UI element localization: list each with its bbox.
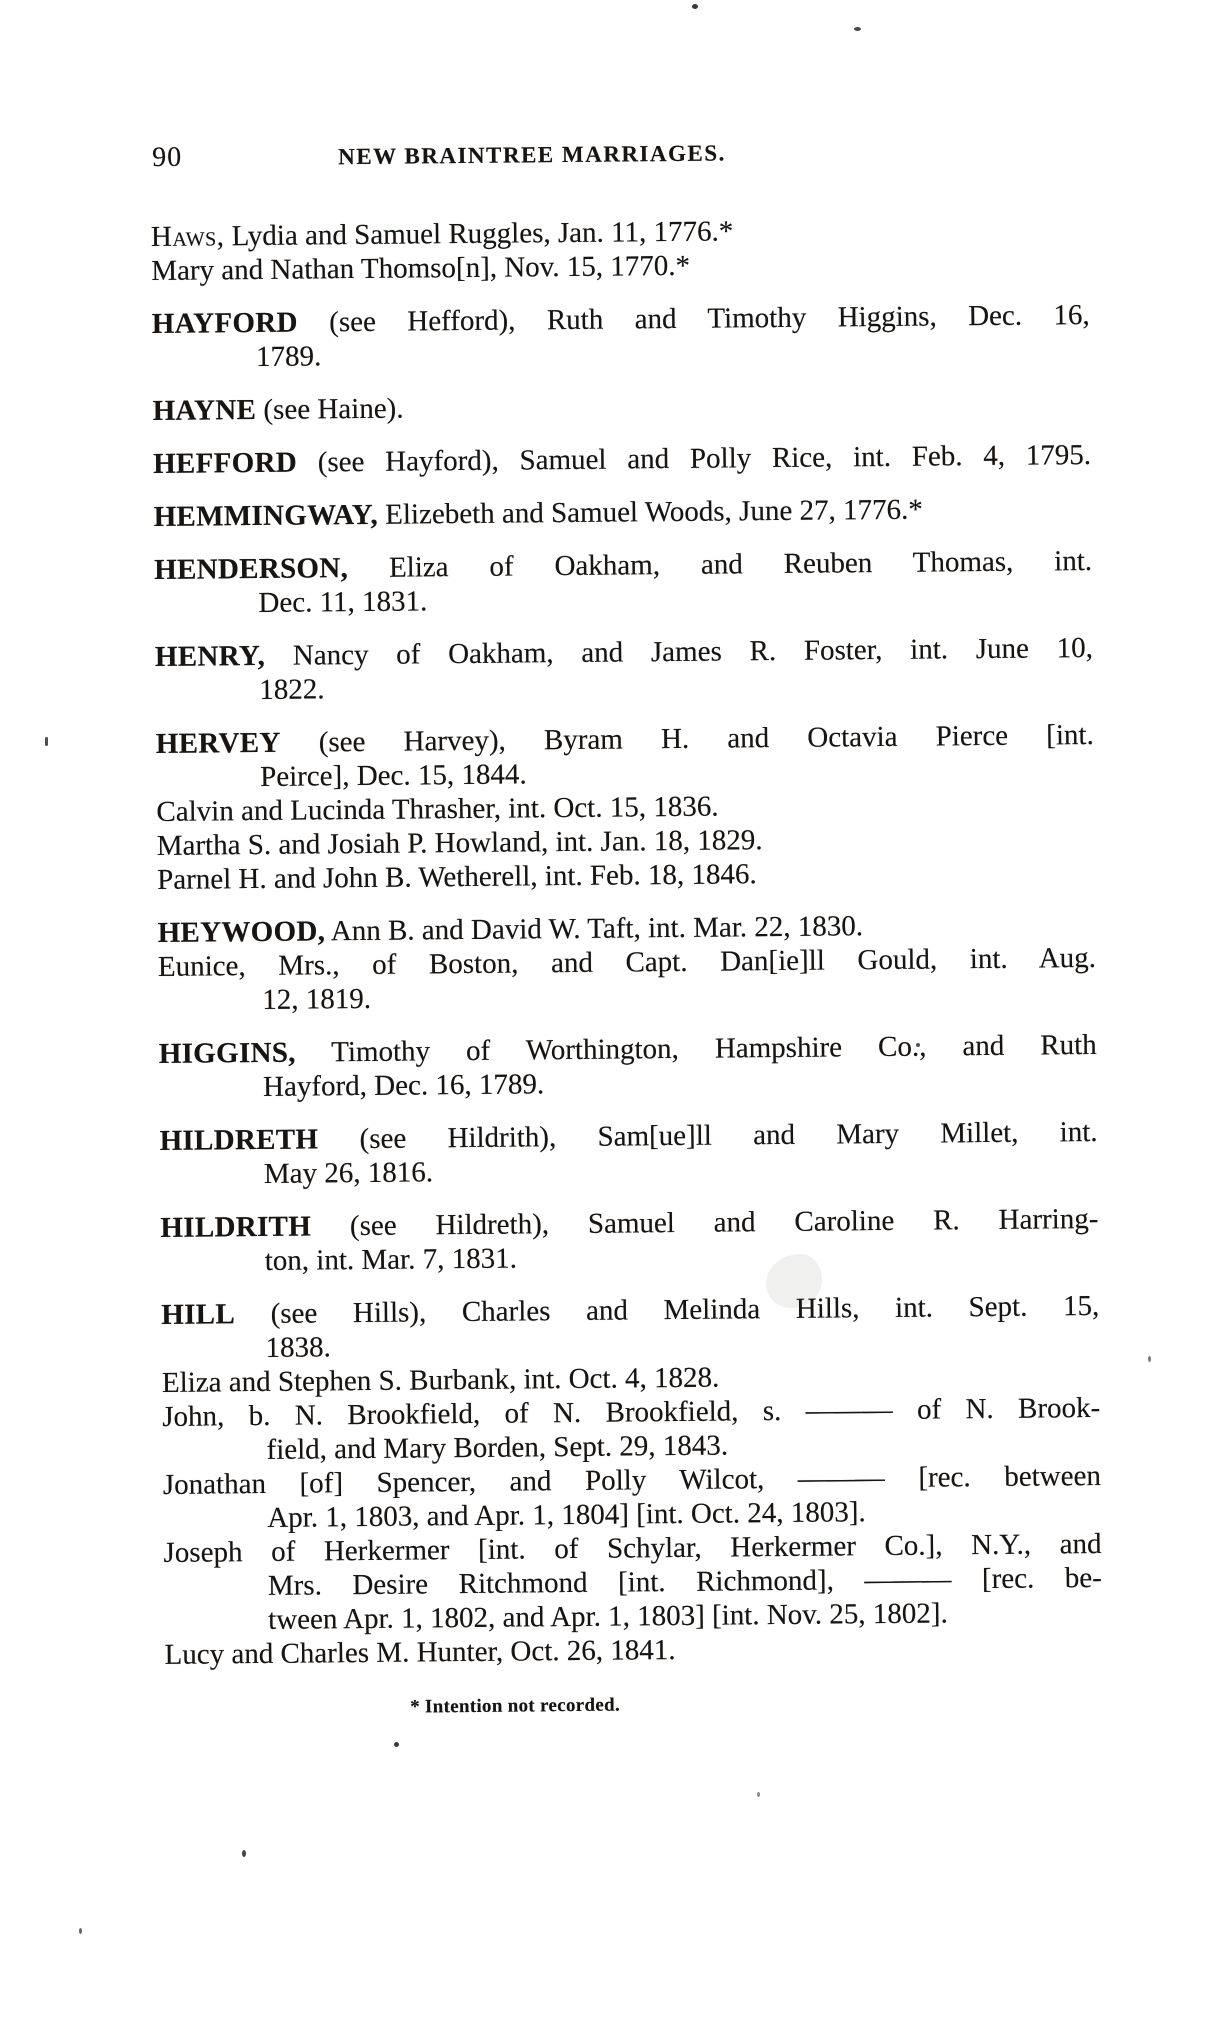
entry-line: Dec. 11, 1831. — [258, 585, 428, 619]
scan-speck — [692, 4, 698, 9]
entry-line: tween Apr. 1, 1802, and Apr. 1, 1803] [int. Nov. 25, 1802]. — [268, 1597, 948, 1636]
entry-line: Jonathan [of] Spencer, and Polly Wilcot, ——— [rec. between — [162, 1459, 1102, 1501]
scan-speck — [854, 27, 861, 31]
family-name-headword: HILL — [161, 1298, 236, 1331]
scan-speck — [242, 1850, 246, 1857]
family-name-headword: HENRY, — [154, 639, 266, 673]
entry-line: HEYWOOD, Ann B. and David W. Taft, int. Mar. 22, 1830. — [157, 910, 864, 949]
family-name-headword: HILDRETH — [159, 1123, 319, 1157]
entry-paragraph — [161, 1289, 1103, 1672]
entry-line: 1838. — [265, 1331, 332, 1364]
entry-line: Haws, Lydia and Samuel Ruggles, Jan. 11, 1776.* — [150, 215, 734, 253]
entry-paragraph — [152, 385, 1090, 428]
entry-line: HAYFORD (see Hefford), Ruth and Timothy Higgins, Dec. 16, — [151, 298, 1090, 340]
entry-paragraph — [156, 718, 1096, 897]
entry-line: Peirce], Dec. 15, 1844. — [259, 758, 527, 793]
entry-line: Mary and Nathan Thomso[n], Nov. 15, 1770.* — [151, 249, 691, 287]
entry-line: HEFFORD (see Hayford), Samuel and Polly Rice, int. Feb. 4, 1795. — [152, 438, 1092, 480]
entry-line: Hayford, Dec. 16, 1789. — [262, 1068, 545, 1103]
family-name-headword: HAYNE — [152, 393, 257, 427]
running-header — [150, 131, 1088, 176]
entry-paragraph — [160, 1202, 1099, 1279]
entry-line: 1822. — [259, 673, 325, 706]
footnote: * Intention not recorded. — [410, 1694, 621, 1718]
entry-line: HILL (see Hills), Charles and Melinda Hills, int. Sept. 15, — [161, 1289, 1100, 1331]
scan-speck — [79, 1928, 82, 1934]
entry-paragraph — [151, 211, 1090, 288]
entry-line: HAYNE (see Haine). — [152, 392, 404, 427]
marriage-entries — [151, 211, 1103, 1672]
entry-line: Mrs. Desire Ritchmond [int. Richmond], ——— [rec. be- — [267, 1561, 1103, 1602]
scan-speck — [394, 1742, 399, 1747]
entry-line: Eunice, Mrs., of Boston, and Capt. Dan[ie]ll Gould, int. Aug. — [157, 941, 1097, 983]
family-name-headword: HEYWOOD, — [157, 915, 326, 949]
entry-line: HENRY, Nancy of Oakham, and James R. Foster, int. June 10, — [154, 631, 1094, 673]
entry-line: HIGGINS, Timothy of Worthington, Hampshire Co., and Ruth — [158, 1028, 1097, 1070]
family-name-headword: HEMMINGWAY, — [153, 498, 379, 533]
entry-line: HEMMINGWAY, Elizebeth and Samuel Woods, June 27, 1776.* — [153, 493, 923, 533]
page-content — [150, 131, 1103, 1721]
entry-line: Eliza and Stephen S. Burbank, int. Oct. 4, 1828. — [161, 1361, 720, 1399]
entry-line: 12, 1819. — [262, 982, 372, 1016]
entry-line: HENDERSON, Eliza of Oakham, and Reuben Thomas, int. — [153, 544, 1093, 586]
family-name-headword: HEFFORD — [152, 446, 298, 480]
entry-line: Calvin and Lucinda Thrasher, int. Oct. 15, 1836. — [156, 790, 719, 828]
family-name-headword: HIGGINS, — [158, 1036, 296, 1070]
entry-line: Lucy and Charles M. Hunter, Oct. 26, 1841. — [164, 1634, 676, 1671]
entry-paragraph — [159, 1115, 1098, 1192]
entry-paragraph — [154, 544, 1093, 621]
entry-line: Martha S. and Josiah P. Howland, int. Jan. 18, 1829. — [156, 824, 763, 862]
family-name-headword: HAYFORD — [151, 306, 298, 340]
scan-speck — [1148, 1356, 1151, 1362]
entry-line: Parnel H. and John B. Wetherell, int. Feb. 18, 1846. — [156, 858, 757, 896]
entry-line: HERVEY (see Harvey), Byram H. and Octavia Pierce [int. — [155, 718, 1094, 760]
entry-line: May 26, 1816. — [263, 1156, 434, 1190]
scan-speck — [45, 737, 48, 746]
entry-line: HILDRETH (see Hildrith), Sam[ue]ll and Mary Millet, int. — [159, 1115, 1098, 1157]
entry-line: John, b. N. Brookfield, of N. Brookfield, s. ——— of N. Brook- — [162, 1391, 1101, 1433]
entry-line: Apr. 1, 1803, and Apr. 1, 1804] [int. Oct. 24, 1803]. — [267, 1496, 866, 1534]
entry-paragraph — [153, 491, 1091, 534]
family-name-headword: HERVEY — [155, 726, 281, 760]
entry-paragraph — [153, 438, 1091, 481]
entry-line: HILDRITH (see Hildreth), Samuel and Caroline R. Harring- — [160, 1202, 1099, 1244]
entry-paragraph — [152, 298, 1091, 375]
entry-line: ton, int. Mar. 7, 1831. — [264, 1242, 518, 1277]
family-name-smallcaps: Haws, — [150, 220, 225, 253]
entry-paragraph — [155, 631, 1094, 708]
entry-paragraph — [157, 907, 1096, 1018]
entry-line: field, and Mary Borden, Sept. 29, 1843. — [266, 1429, 729, 1466]
entry-line: Joseph of Herkermer [int. of Schylar, Herkermer Co.], N.Y., and — [163, 1527, 1102, 1569]
scan-speck — [757, 1792, 760, 1797]
family-name-headword: HENDERSON, — [153, 552, 349, 586]
entry-paragraph — [159, 1028, 1098, 1105]
entry-line: 1789. — [255, 340, 322, 373]
family-name-headword: HILDRITH — [160, 1210, 312, 1244]
page-title: NEW BRAINTREE MARRIAGES. — [338, 140, 726, 170]
page-number: 90 — [152, 141, 183, 173]
